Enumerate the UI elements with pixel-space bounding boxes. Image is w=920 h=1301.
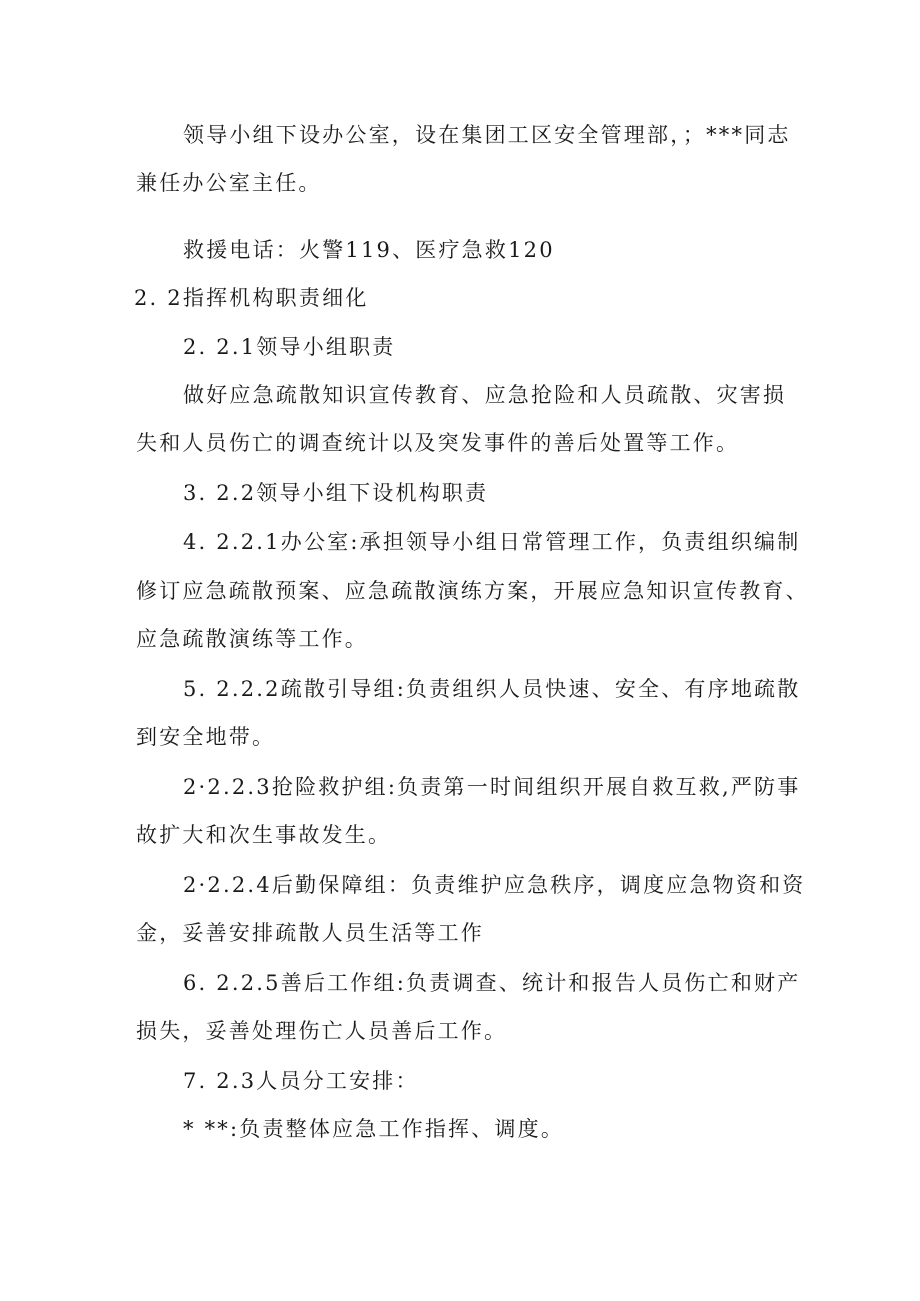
paragraph-office-line-1: 领导小组下设办公室，设在集团工区安全管理部，；***同志 <box>183 123 791 147</box>
paragraph-evacuation-group-line-1: 5. 2.2.2疏散引导组:负责组织人员快速、安全、有序地疏散 <box>183 677 801 701</box>
paragraph-office-duties-line-2: 修订应急疏散预案、应急疏散演练方案，开展应急知识宣传教育、 <box>136 579 809 603</box>
paragraph-logistics-group-line-2: 金，妥善安排疏散人员生活等工作 <box>136 921 484 945</box>
paragraph-rescue-group-line-2: 故扩大和次生事故发生。 <box>136 823 392 847</box>
subsection-heading-2-2-2: 3. 2.2领导小组下设机构职责 <box>183 481 489 505</box>
paragraph-leader-duties-line-2: 失和人员伤亡的调查统计以及突发事件的善后处置等工作。 <box>136 431 740 455</box>
paragraph-logistics-group-line-1: 2·2.2.4后勤保障组：负责维护应急秩序，调度应急物资和资 <box>183 873 806 897</box>
paragraph-aftermath-group-line-1: 6. 2.2.5善后工作组:负责调查、统计和报告人员伤亡和财产 <box>183 971 801 995</box>
paragraph-office-line-2: 兼任办公室主任。 <box>136 171 322 195</box>
subsection-heading-2-3: 7. 2.3人员分工安排： <box>183 1069 419 1093</box>
paragraph-office-duties-line-3: 应急疏散演练等工作。 <box>136 627 368 651</box>
paragraph-staff-assignment: * **:负责整体应急工作指挥、调度。 <box>183 1117 565 1141</box>
rescue-phone-line: 救援电话：火警119、医疗急救120 <box>183 238 555 262</box>
paragraph-evacuation-group-line-2: 到安全地带。 <box>136 725 276 749</box>
subsection-heading-2-2-1: 2. 2.1领导小组职责 <box>183 335 396 359</box>
paragraph-rescue-group-line-1: 2·2.2.3抢险救护组:负责第一时间组织开展自救互救,严防事 <box>183 775 801 799</box>
paragraph-office-duties-line-1: 4. 2.2.1办公室:承担领导小组日常管理工作，负责组织编制 <box>183 530 801 554</box>
section-heading-2-2: 2. 2指挥机构职责细化 <box>134 286 369 310</box>
paragraph-leader-duties-line-1: 做好应急疏散知识宣传教育、应急抢险和人员疏散、灾害损 <box>183 383 787 407</box>
paragraph-aftermath-group-line-2: 损失，妥善处理伤亡人员善后工作。 <box>136 1019 508 1043</box>
